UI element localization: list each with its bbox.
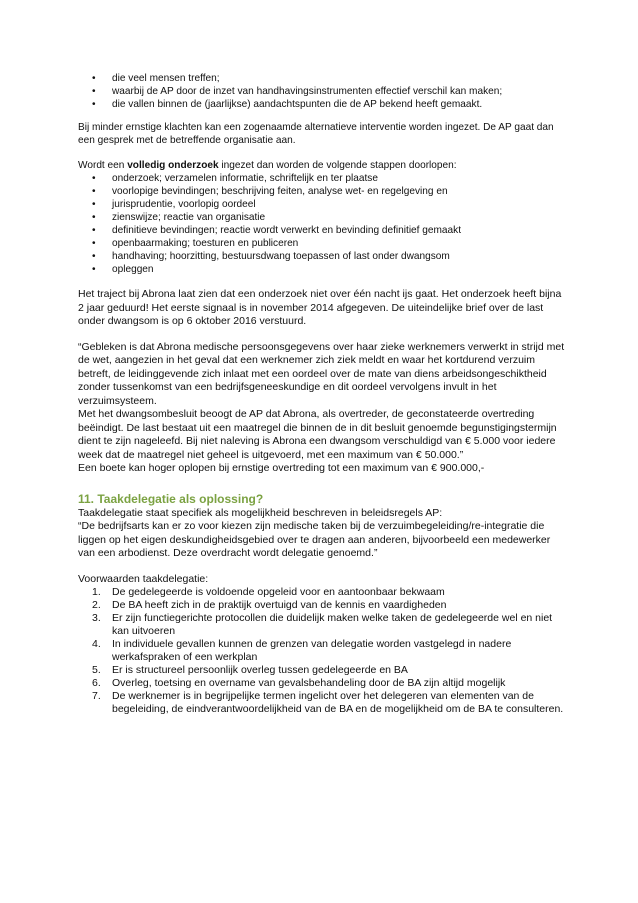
- list-item: • die vallen binnen de (jaarlijkse) aandachtspunten die de AP bekend heeft gemaakt.: [92, 99, 483, 110]
- list-number: 1.: [92, 586, 101, 598]
- list-item: 1. De gedelegeerde is voldoende opgeleid voor en aantoonbaar bekwaam: [92, 586, 445, 598]
- list-number: 2.: [92, 599, 101, 611]
- list-item: • jurisprudentie, voorlopig oordeel: [92, 199, 256, 210]
- list-item: • zienswijze; reactie van organisatie: [92, 212, 266, 223]
- list-item: 7. De werknemer is in begrijpelijke termen ingelicht over het delegeren van elementen van de begeleiding, de eindverantwoordelijkheid van de BA en de mogelijkheid om de BA te consulteren.: [92, 690, 564, 715]
- onderzoek-steps-list: [78, 172, 568, 276]
- bullet-icon: •: [92, 238, 96, 249]
- list-item: • waarbij de AP door de inzet van handhavingsinstrumenten effectief verschil kan maken;: [92, 86, 503, 97]
- list-number: 6.: [92, 677, 101, 689]
- bullet-icon: •: [92, 173, 96, 184]
- list-item: • onderzoek; verzamelen informatie, schriftelijk en ter plaatse: [92, 173, 378, 184]
- page-content: [78, 72, 568, 716]
- quote-taakdelegatie: “De bedrijfsarts kan er zo voor kiezen zijn medische taken bij de verzuimbegeleiding/re-integratie die liggen op het eigen deskundigheidsgebied over te dragen aan anderen, bijvoorbeeld een medewerker van een arbodienst. Deze overdracht wordt delegatie genoemd.”: [78, 520, 551, 559]
- list-item: 3. Er zijn functiegerichte protocollen die duidelijk maken welke taken de gedelegeerde wel en niet kan uitvoeren: [92, 612, 553, 637]
- bullet-icon: •: [92, 99, 96, 110]
- paragraph-boete: Een boete kan hoger oplopen bij ernstige overtreding tot een maximum van € 900.000,-: [78, 462, 485, 474]
- paragraph-dwangsom: Met het dwangsombesluit beoogt de AP dat Abrona, als overtreder, de geconstateerde overtreding beëindigt. De last bestaat uit een maatregel die binnen de in dit besluit genoemde begunstigingstermijn dient te zijn nageleefd. Bij niet naleving is Abrona een dwangsom verschuldigd van € 5.000 voor iedere week dat de maatregel niet geheel is uitgevoerd, met een maximum van € 50.000.”: [78, 408, 557, 461]
- list-item: 2. De BA heeft zich in de praktijk overtuigd van de kennis en vaardigheden: [92, 599, 447, 611]
- list-number: 3.: [92, 612, 101, 624]
- bullet-icon: •: [92, 86, 96, 97]
- list-item: 5. Er is structureel persoonlijk overleg tussen gedelegeerde en BA: [92, 664, 408, 676]
- list-item: • openbaarmaking; toesturen en publiceren: [92, 238, 299, 249]
- paragraph-onderzoek-intro: Wordt een volledig onderzoek ingezet dan worden de volgende stappen doorlopen:: [78, 160, 457, 171]
- list-item: • die veel mensen treffen;: [92, 73, 220, 84]
- quote-abrona: “Gebleken is dat Abrona medische persoonsgegevens over haar zieke werknemers verwerkt in strijd met de wet, aangezien in het geval dat een werknemer zich ziek meldt en waar het kortdurend verzuim betreft, de leidinggevende zich inlaat met een oordeel over de mate van diens arbeidsongeschiktheid zonder tussenkomst van een bedrijfsgeneeskundige en dit oordeel vervolgens invult in het verzuimsysteem.: [78, 340, 565, 407]
- list-item: • opleggen: [92, 264, 154, 275]
- list-number: 7.: [92, 690, 101, 702]
- list-item: • handhaving; hoorzitting, bestuursdwang toepassen of last onder dwangsom: [92, 251, 450, 262]
- bullet-icon: •: [92, 186, 96, 197]
- bullet-icon: •: [92, 225, 96, 236]
- list-item: • voorlopige bevindingen; beschrijving feiten, analyse wet- en regelgeving en: [92, 186, 448, 197]
- list-number: 4.: [92, 638, 101, 650]
- voorwaarden-title: Voorwaarden taakdelegatie:: [78, 572, 209, 585]
- bullet-icon: •: [92, 251, 96, 262]
- section-heading: 11. Taakdelegatie als oplossing?: [78, 491, 264, 506]
- bold-term: volledig onderzoek: [127, 160, 219, 171]
- paragraph-minder: Bij minder ernstige klachten kan een zogenaamde alternatieve interventie worden ingezet. De AP gaat dan een gesprek met de betreffende organisatie aan.: [78, 122, 554, 146]
- list-item: • definitieve bevindingen; reactie wordt verwerkt en bevinding definitief gemaakt: [92, 225, 461, 236]
- bullet-icon: •: [92, 264, 96, 275]
- bullet-icon: •: [92, 199, 96, 210]
- list-item: 4. In individuele gevallen kunnen de grenzen van delegatie worden vastgelegd in nadere werkafspraken of een werkplan: [92, 638, 512, 663]
- list-item: 6. Overleg, toetsing en overname van gevalsbehandeling door de BA zijn altijd mogelijk: [92, 677, 506, 689]
- paragraph-traject: Het traject bij Abrona laat zien dat een onderzoek niet over één nacht ijs gaat. Het onderzoek heeft bijna 2 jaar geduurd! Het eerste signaal is in november 2014 afgegeven. De uiteindelijke brief over de last onder dwangsom is op 6 oktober 2016 verstuurd.: [78, 288, 562, 327]
- bullet-icon: •: [92, 73, 96, 84]
- bullet-icon: •: [92, 212, 96, 223]
- paragraph-taakdelegatie: Taakdelegatie staat specifiek als mogelijkheid beschreven in beleidsregels AP:: [78, 506, 443, 519]
- list-number: 5.: [92, 664, 101, 676]
- intro-bullet-list: [78, 72, 568, 111]
- voorwaarden-list: [78, 586, 568, 716]
